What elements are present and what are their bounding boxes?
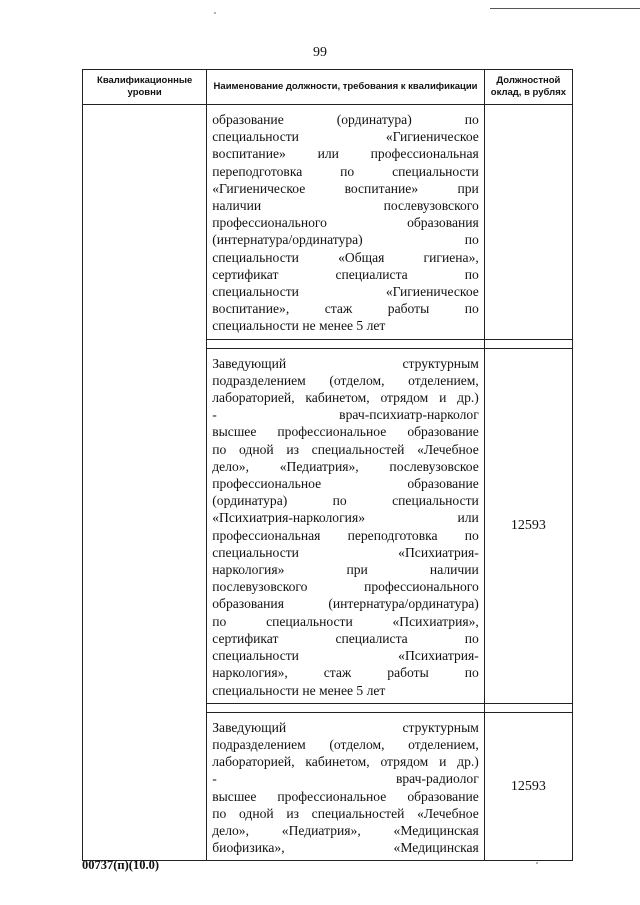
table-row bbox=[83, 712, 573, 861]
scan-speck bbox=[214, 12, 216, 14]
table-row bbox=[83, 348, 573, 703]
qualification-level-cell bbox=[83, 348, 207, 703]
requirement-line: сертификат специалиста по bbox=[212, 266, 479, 282]
qualification-level-cell bbox=[83, 712, 207, 861]
requirement-line: «Гигиеническое воспитание» при bbox=[212, 180, 479, 196]
requirement-line: - врач-психиатр-нарколог bbox=[212, 407, 479, 423]
requirement-line: подразделением (отделом, отделением, bbox=[212, 736, 479, 752]
requirement-line: переподготовка по специальности bbox=[212, 163, 479, 179]
requirement-line: наличии послевузовского bbox=[212, 198, 479, 214]
requirement-line: специальности «Психиатрия- bbox=[212, 648, 479, 664]
salary-cell: 12593 bbox=[484, 348, 572, 703]
requirement-line: Заведующий структурным bbox=[212, 355, 479, 371]
requirement-line: по одной из специальностей «Лечебное bbox=[212, 441, 479, 457]
requirement-line: биофизика», «Медицинская bbox=[212, 840, 479, 856]
gap-cell bbox=[207, 703, 485, 712]
requirement-line: профессиональное образование bbox=[212, 476, 479, 492]
requirement-line: высшее профессиональное образование bbox=[212, 788, 479, 804]
requirement-line: специальности «Гигиеническое bbox=[212, 284, 479, 300]
requirement-line: подразделением (отделом, отделением, bbox=[212, 372, 479, 388]
scan-speck bbox=[536, 862, 538, 864]
requirement-line: специальности «Психиатрия- bbox=[212, 544, 479, 560]
row-gap bbox=[83, 703, 573, 712]
scan-top-line bbox=[490, 8, 640, 9]
requirement-line: специальности не менее 5 лет bbox=[212, 682, 386, 698]
header-qualification-levels: Квалификационные уровни bbox=[83, 70, 207, 105]
requirement-line: профессиональная переподготовка по bbox=[212, 527, 479, 543]
requirement-line: наркология», стаж работы по bbox=[212, 665, 479, 681]
row-gap bbox=[83, 339, 573, 348]
position-requirements-cell bbox=[207, 105, 485, 340]
table-header-row bbox=[83, 70, 573, 105]
header-position-requirements: Наименование должности, требования к квалификации bbox=[207, 70, 485, 105]
gap-cell bbox=[484, 339, 572, 348]
qualification-level-cell bbox=[83, 105, 207, 340]
requirement-line: - врач-радиолог bbox=[212, 771, 479, 787]
requirement-line: (ординатура) по специальности bbox=[212, 493, 479, 509]
requirement-line: (интернатура/ординатура) по bbox=[212, 232, 479, 248]
requirement-line: специальности «Гигиеническое bbox=[212, 129, 479, 145]
requirement-line: профессионального образования bbox=[212, 215, 479, 231]
requirement-line: сертификат специалиста по bbox=[212, 630, 479, 646]
position-requirements-cell bbox=[207, 712, 485, 861]
salary-cell: 12593 bbox=[484, 712, 572, 861]
requirement-line: дело», «Педиатрия», «Медицинская bbox=[212, 822, 479, 838]
header-salary: Должностной оклад, в рублях bbox=[484, 70, 572, 105]
gap-cell bbox=[83, 703, 207, 712]
requirement-line: послевузовского профессионального bbox=[212, 579, 479, 595]
gap-cell bbox=[484, 703, 572, 712]
requirement-line: воспитание» или профессиональная bbox=[212, 146, 479, 162]
salary-cell bbox=[484, 105, 572, 340]
requirement-line: образование (ординатура) по bbox=[212, 112, 479, 127]
position-requirements-cell bbox=[207, 348, 485, 703]
requirement-line: наркология» при наличии bbox=[212, 562, 479, 578]
table-body bbox=[83, 105, 573, 861]
requirement-line: дело», «Педиатрия», послевузовское bbox=[212, 458, 479, 474]
gap-cell bbox=[83, 339, 207, 348]
requirement-line: высшее профессиональное образование bbox=[212, 424, 479, 440]
requirement-line: лабораторией, кабинетом, отрядом и др.) bbox=[212, 754, 479, 770]
requirement-line: специальности «Общая гигиена», bbox=[212, 249, 479, 265]
requirement-line: по специальности «Психиатрия», bbox=[212, 613, 479, 629]
requirement-line: лабораторией, кабинетом, отрядом и др.) bbox=[212, 390, 479, 406]
qualification-table bbox=[82, 69, 573, 861]
document-code: 00737(п)(10.0) bbox=[82, 858, 159, 872]
gap-cell bbox=[207, 339, 485, 348]
page-number: 99 bbox=[313, 45, 327, 60]
requirement-line: Заведующий структурным bbox=[212, 719, 479, 735]
table-row bbox=[83, 105, 573, 340]
requirement-line: образования (интернатура/ординатура) bbox=[212, 596, 479, 612]
requirement-line: «Психиатрия-наркология» или bbox=[212, 510, 479, 526]
requirement-line: воспитание», стаж работы по bbox=[212, 301, 479, 317]
requirement-line: по одной из специальностей «Лечебное bbox=[212, 805, 479, 821]
requirement-line: специальности не менее 5 лет bbox=[212, 318, 386, 334]
